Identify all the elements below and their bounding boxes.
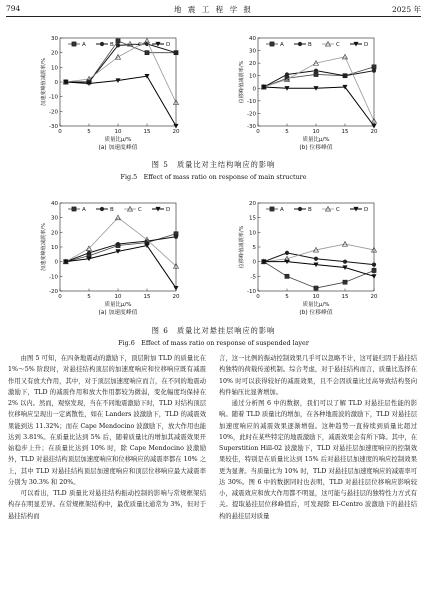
y-tick-label: 10 (249, 230, 256, 237)
y-tick-label: -10 (247, 98, 256, 105)
data-point (116, 39, 120, 43)
series-d (261, 260, 376, 279)
y-tick-label: 40 (51, 201, 58, 207)
x-tick-label: 10 (312, 129, 320, 135)
journal-year: 2025 年 (392, 5, 421, 14)
y-tick-label: 10 (51, 65, 58, 72)
series-line (264, 253, 374, 265)
series-line (66, 237, 176, 262)
fig5-caption-cn: 图 5 质量比对主结构响应的影响 (151, 160, 276, 169)
legend-label: A (82, 42, 86, 48)
y-axis-label: 位移峰值减震率/% (239, 225, 245, 269)
panel-sublabel: (b) 位移峰值 (299, 145, 333, 151)
y-tick-label: 10 (249, 73, 256, 80)
data-point (173, 286, 178, 291)
x-tick-label: 20 (370, 129, 378, 135)
data-point (174, 235, 178, 239)
y-axis-label: 加速度峰值减震率/% (41, 222, 47, 272)
x-tick-label: 5 (285, 294, 289, 300)
x-tick-label: 10 (312, 294, 320, 300)
data-point (343, 260, 347, 264)
legend-marker (298, 207, 302, 211)
y-tick-label: -10 (49, 274, 58, 281)
page-number: 794 (6, 4, 21, 13)
fig5a-chart (38, 30, 188, 152)
x-tick-label: 15 (341, 129, 349, 135)
panel-sublabel: (a) 加速度峰值 (98, 310, 138, 316)
paragraph: 言，这一比例的振动控制效果几乎可以忽略不计，这可能归因于悬挂结构独特的荷载传递机制。综合考虑，对于悬挂结构而言，质量比选择在 10% 时可以获得较好的减震效果，且不会因质量比过高导致结构竖向构件轴压比显著增加。 (219, 355, 417, 396)
series-b (262, 251, 376, 267)
x-tick-label: 20 (370, 294, 378, 300)
legend-marker (298, 42, 302, 46)
y-tick-label: 40 (249, 36, 256, 42)
legend-label: B (110, 42, 114, 48)
legend-label: D (364, 42, 369, 48)
y-tick-label: 20 (51, 50, 58, 57)
data-point (343, 74, 347, 78)
x-tick-label: 10 (114, 129, 122, 135)
legend-label: A (82, 207, 86, 213)
legend-marker (72, 42, 76, 46)
y-tick-label: 30 (51, 215, 58, 222)
y-tick-label: -5 (250, 274, 256, 281)
y-axis-label: 位移峰值减震率/% (239, 60, 245, 104)
data-point (314, 286, 318, 290)
legend-label: B (308, 207, 312, 213)
page-header (6, 4, 421, 17)
y-tick-label: 20 (249, 61, 256, 68)
fig6a-chart (38, 195, 188, 317)
fig5-caption-en: Fig.5 Effect of mass ratio on response of main structure (120, 173, 307, 181)
legend-label: C (336, 42, 340, 48)
data-point (285, 251, 289, 255)
data-point (116, 242, 120, 246)
y-tick-label: -10 (49, 94, 58, 101)
legend-label: A (280, 207, 284, 213)
y-tick-label: 0 (252, 259, 256, 266)
fig6-caption-cn: 图 6 质量比对悬挂层响应的影响 (151, 326, 276, 335)
panel-sublabel: (b) 位移峰值 (299, 310, 333, 316)
x-tick-label: 10 (114, 294, 122, 300)
data-point (145, 51, 149, 55)
legend-label: C (138, 42, 142, 48)
series-line (264, 87, 374, 126)
y-tick-label: 30 (51, 36, 58, 42)
legend-marker (72, 207, 76, 211)
y-tick-label: 0 (252, 86, 256, 93)
journal-title: 地 震 工 程 学 报 (174, 5, 253, 14)
y-axis-label: 加速度峰值减震率/% (41, 57, 47, 107)
series-line (264, 262, 374, 277)
data-point (343, 280, 347, 284)
legend-marker (100, 42, 104, 46)
series-c (261, 242, 376, 264)
body-right-column (219, 353, 417, 522)
x-tick-label: 5 (87, 129, 91, 135)
data-point (87, 251, 91, 255)
series-d (261, 85, 376, 129)
legend-label: C (336, 207, 340, 213)
y-tick-label: -30 (247, 124, 256, 130)
legend-marker (270, 207, 274, 211)
body-left-column (8, 353, 206, 522)
data-point (372, 69, 376, 73)
legend-label: B (110, 207, 114, 213)
y-tick-label: 10 (51, 245, 58, 251)
y-tick-label: 30 (249, 48, 256, 55)
data-point (372, 65, 376, 69)
x-tick-label: 15 (143, 294, 151, 300)
data-point (372, 263, 376, 267)
y-tick-label: 5 (252, 245, 256, 251)
y-tick-label: 0 (54, 80, 58, 86)
series-a (262, 65, 376, 89)
data-point (372, 268, 376, 272)
x-axis-label: 质量比μ/% (302, 137, 330, 143)
y-tick-label: -20 (49, 289, 58, 295)
legend-marker (270, 42, 274, 46)
data-point (174, 51, 178, 55)
data-point (314, 69, 318, 73)
series-a (64, 232, 178, 264)
y-tick-label: 20 (51, 230, 58, 237)
paragraph: 通过分析图 6 中的数据，我们可以了解 TLD 对悬挂层性能的影响。随着 TLD 质量比的增加，在各种地震波的激励下，TLD 对悬挂层加速度响应的减震效果逐渐增强。这种趋势一直持续到质量比超过 10%，此时在某些特定的地震激励下，减震效果会有所下降。其中，在 Superstition Hill-02 波激励下，TLD 对悬挂层加速度响应的控制效果较佳，特别是在质量比达到 15% 后对悬挂层加速度的响应控制效果更为显著。当质量比为 10% 时，TLD 对悬挂层加速度响应的减震率可达 30%。图 6 中的数据同时也表明，TLD 对悬挂层位移响应影响较小，减震效应和放大作用都不明显，这可能与悬挂层的独特性力方式有关。提取悬挂层位移峰值后，可发现除 El-Centro 波激励下的悬挂结构的悬挂层对质量 (219, 400, 417, 520)
x-tick-label: 0 (256, 129, 260, 135)
data-point (285, 72, 289, 76)
series-a (262, 260, 376, 291)
legend-marker (100, 207, 104, 211)
x-axis-label: 质量比μ/% (104, 302, 132, 308)
panel-sublabel: (a) 加速度峰值 (98, 145, 138, 151)
x-tick-label: 20 (172, 294, 180, 300)
x-tick-label: 5 (87, 294, 91, 300)
series-line (66, 44, 176, 82)
fig6b-chart (236, 195, 386, 317)
series-line (66, 234, 176, 262)
x-tick-label: 15 (341, 294, 349, 300)
data-point (116, 43, 120, 47)
x-tick-label: 0 (256, 294, 260, 300)
legend-label: C (138, 207, 142, 213)
data-point (285, 274, 289, 278)
legend-label: B (308, 42, 312, 48)
y-tick-label: 20 (249, 201, 256, 207)
legend-label: D (166, 207, 171, 213)
legend-label: A (280, 42, 284, 48)
y-tick-label: -30 (49, 124, 58, 130)
x-tick-label: 5 (285, 129, 289, 135)
x-axis-label: 质量比μ/% (104, 137, 132, 143)
x-tick-label: 0 (58, 294, 62, 300)
paragraph: 由图 5 可知，在四条地震动的激励下，顶层附加 TLD 的质量比在 1%～5% 阶段时，对悬挂结构顶层的加速度响应和位移响应既有减震作用又有放大作用，其中，对于顶层加速度响应而言，在不同的地震动激励下，TLD 的减震作用和放大作用都较为微弱，变化幅度均保持在 2% 以内。然而，观察发现，当在不同地震激励下时，TLD 对结构顶层位移响应呈现出一定离散性，如在 Landers 波激励下，TLD 的减震效果能到达 11.32%；而在 Cape Mendocino 波激励下，放大作用也能达到 3.81%。在质量比达到 5% 后，随着质量比的增加其减震效果开始稳步上升；在质量比达到 10% 时，除 Cape Mendocino 波激励外，TLD 对悬挂结构顶层加速度响应和位移响应的减震率都在 10% 之上，其中 TLD 对悬挂结构顶层加速度响应和顶层位移响应最大减震率分别为 30.3% 和 20%。 (8, 355, 206, 486)
data-point (314, 72, 318, 76)
legend-label: D (166, 42, 171, 48)
legend-label: D (364, 207, 369, 213)
y-tick-label: -10 (247, 289, 256, 295)
x-tick-label: 15 (143, 129, 151, 135)
data-point (314, 257, 318, 261)
series-b (64, 42, 178, 84)
series-line (66, 76, 176, 126)
y-tick-label: -20 (247, 111, 256, 118)
series-line (66, 41, 176, 103)
fig5b-chart (236, 30, 386, 152)
fig6-caption-en: Fig.6 Effect of mass ratio on response of suspended layer (118, 339, 309, 347)
data-point (371, 274, 376, 279)
series-line (264, 262, 374, 288)
y-tick-label: 0 (54, 259, 58, 266)
x-axis-label: 质量比μ/% (302, 302, 330, 308)
y-tick-label: -20 (49, 109, 58, 116)
series-line (264, 57, 374, 121)
x-tick-label: 20 (172, 129, 180, 135)
series-d (63, 243, 178, 290)
series-c (261, 54, 376, 123)
x-tick-label: 0 (58, 129, 62, 135)
y-tick-label: 15 (249, 215, 256, 222)
paragraph: 可以看出，TLD 质量比对悬挂结构振动控制的影响与常规框架结构存在明显差异。在常规框架结构中，最优质量比通常为 3%，但对于悬挂结构而 (8, 490, 206, 520)
series-line (66, 218, 176, 266)
